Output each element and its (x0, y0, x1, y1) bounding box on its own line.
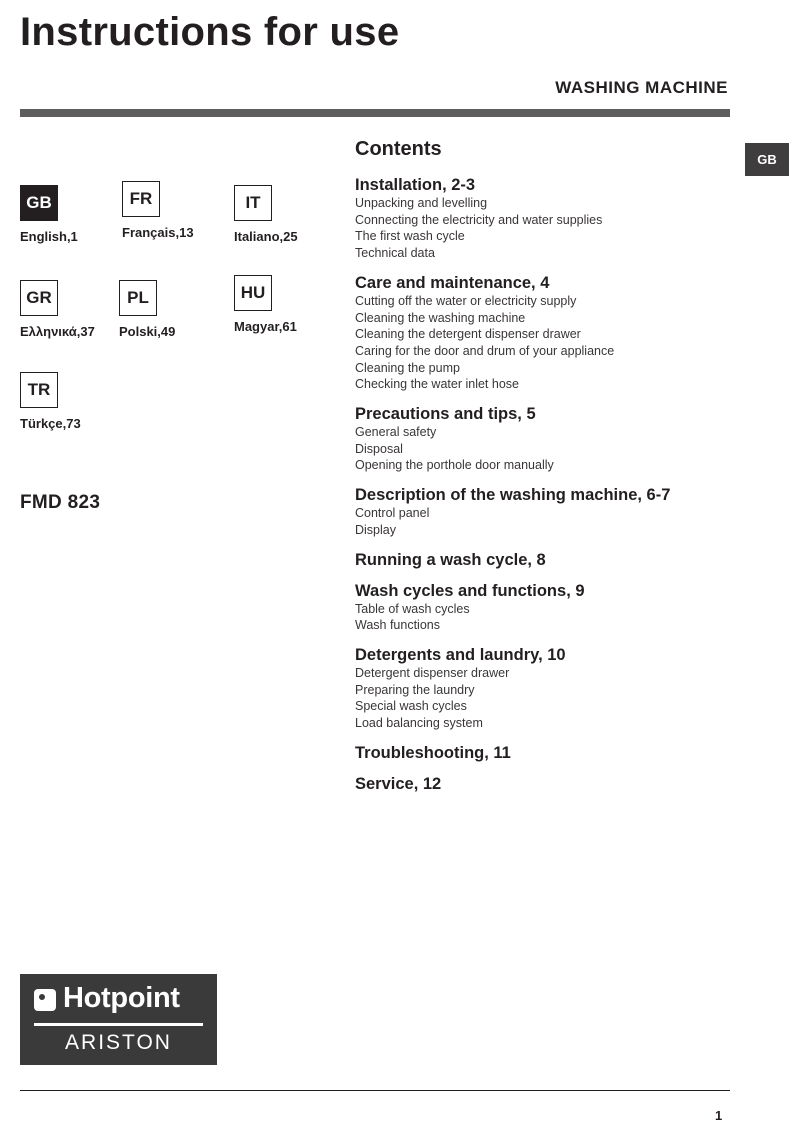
language-label: English,1 (20, 229, 78, 244)
toc-item[interactable]: Load balancing system (355, 716, 483, 731)
toc-section-service (355, 774, 735, 794)
logo-mark-icon (34, 989, 56, 1011)
toc-section-title[interactable]: Precautions and tips, 5 (355, 405, 536, 424)
model-number: FMD 823 (20, 492, 101, 513)
toc-item[interactable]: Unpacking and levelling (355, 196, 488, 210)
toc-item[interactable]: Connecting the electricity and water supplies (355, 212, 603, 227)
logo-sub-brand: ARISTON (65, 1031, 172, 1054)
toc-section-precautions (355, 404, 735, 474)
toc-section-title[interactable]: Description of the washing machine, 6-7 (355, 486, 671, 505)
language-code-badge: IT (234, 185, 272, 221)
toc-item[interactable]: Control panel (355, 506, 430, 521)
page-title: Instructions for use (20, 10, 400, 54)
table-of-contents (355, 138, 735, 805)
language-item-pl[interactable] (119, 280, 175, 339)
toc-section-troubleshooting (355, 743, 735, 763)
toc-item[interactable]: Table of wash cycles (355, 601, 470, 616)
toc-item[interactable]: Display (355, 522, 396, 537)
toc-section-title[interactable]: Service, 12 (355, 774, 442, 793)
toc-item[interactable]: Cleaning the washing machine (355, 310, 526, 325)
language-item-it[interactable] (234, 185, 298, 244)
language-side-tab: GB (745, 143, 789, 176)
language-label: Français,13 (122, 225, 194, 240)
product-type-heading: WASHING MACHINE (555, 78, 728, 97)
logo-divider (34, 1023, 203, 1026)
toc-section-title[interactable]: Wash cycles and functions, 9 (355, 581, 585, 600)
language-label: Ελληνικά,37 (20, 324, 95, 339)
toc-item[interactable]: Detergent dispenser drawer (355, 665, 510, 680)
toc-item[interactable]: The first wash cycle (355, 229, 465, 244)
contents-heading: Contents (355, 138, 442, 160)
toc-section-care (355, 273, 735, 393)
language-code-badge: PL (119, 280, 157, 316)
toc-section-installation (355, 175, 735, 262)
toc-section-title[interactable]: Running a wash cycle, 8 (355, 550, 546, 569)
toc-item[interactable]: Technical data (355, 246, 435, 261)
toc-section-title[interactable]: Troubleshooting, 11 (355, 743, 511, 762)
toc-section-title[interactable]: Care and maintenance, 4 (355, 273, 550, 292)
language-item-gr[interactable] (20, 280, 95, 339)
toc-item[interactable]: Preparing the laundry (355, 682, 475, 697)
header-divider (20, 109, 730, 117)
language-label: Magyar,61 (234, 319, 297, 334)
toc-item[interactable]: Cleaning the detergent dispenser drawer (355, 327, 581, 342)
language-code-badge: GR (20, 280, 58, 316)
language-item-fr[interactable] (122, 181, 194, 240)
toc-section-description (355, 485, 735, 538)
language-label: Polski,49 (119, 324, 176, 339)
language-code-badge: FR (122, 181, 160, 217)
language-item-tr[interactable] (20, 372, 81, 431)
language-code-badge: GB (20, 185, 58, 221)
toc-item[interactable]: General safety (355, 425, 437, 440)
language-item-gb[interactable] (20, 185, 78, 244)
footer-divider (20, 1090, 730, 1091)
brand-logo (20, 974, 217, 1065)
toc-item[interactable]: Cutting off the water or electricity supply (355, 293, 577, 308)
toc-item[interactable]: Opening the porthole door manually (355, 458, 554, 473)
toc-item[interactable]: Cleaning the pump (355, 360, 460, 375)
toc-section-detergents (355, 645, 735, 732)
toc-section-title[interactable]: Installation, 2-3 (355, 176, 476, 194)
language-item-hu[interactable] (234, 275, 297, 334)
language-label: Türkçe,73 (20, 416, 81, 431)
toc-item[interactable]: Caring for the door and drum of your appliance (355, 343, 615, 358)
toc-section-title[interactable]: Detergents and laundry, 10 (355, 645, 566, 664)
toc-item[interactable]: Wash functions (355, 618, 440, 633)
page-number: 1 (715, 1108, 723, 1123)
toc-item[interactable]: Disposal (355, 441, 403, 456)
toc-item[interactable]: Special wash cycles (355, 699, 467, 714)
language-code-badge: TR (20, 372, 58, 408)
language-label: Italiano,25 (234, 229, 298, 244)
toc-item[interactable]: Checking the water inlet hose (355, 377, 519, 392)
logo-brand-name: Hotpoint (63, 982, 180, 1014)
language-code-badge: HU (234, 275, 272, 311)
toc-section-running (355, 550, 735, 570)
toc-section-wash-cycles (355, 581, 735, 634)
